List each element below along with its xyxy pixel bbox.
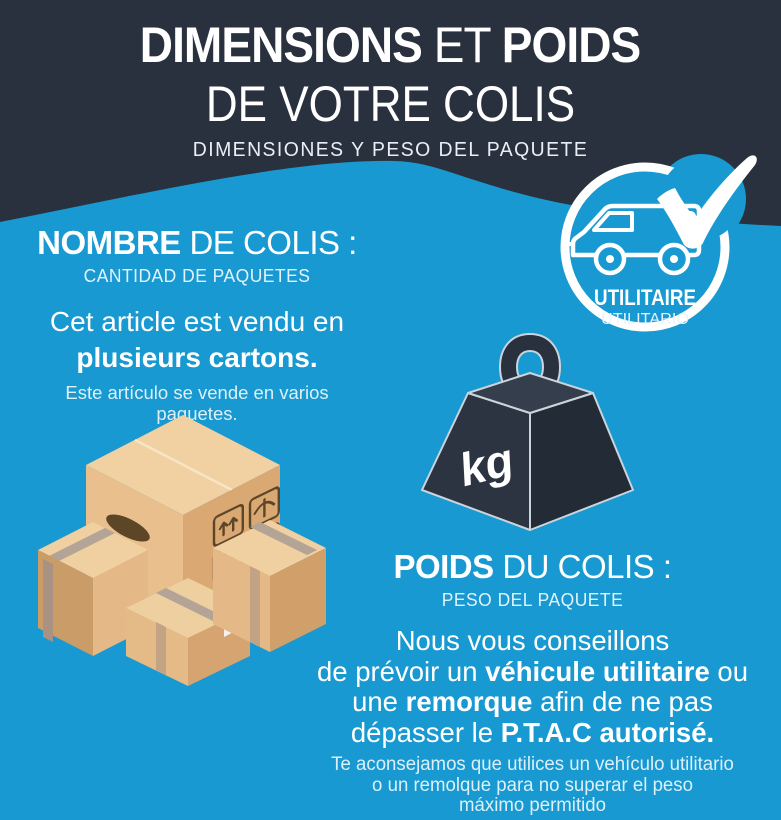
advice-line2: [284, 657, 781, 688]
advice-line2-a: de prévoir un: [316, 655, 486, 687]
advice-line4-b: P.T.A.C autorisé.: [500, 716, 715, 748]
header: [0, 16, 781, 162]
advice-es-line3: máximo permitido: [459, 795, 606, 816]
weight-unit-label: kg: [453, 432, 519, 497]
weight-kg-icon: [418, 328, 648, 536]
advice-line3-a: une: [352, 686, 406, 717]
page-subtitle-fr: DE VOTRE COLIS: [205, 76, 576, 132]
advice-line3-c: afin de ne pas: [532, 686, 713, 717]
poids-heading: [284, 548, 781, 586]
nombre-heading-rest: DE COLIS :: [180, 224, 357, 261]
advice-line3-b: remorque: [405, 686, 533, 717]
nombre-heading: [0, 224, 394, 262]
advice-line4-a: dépasser le: [350, 716, 501, 748]
poids-section: [284, 548, 781, 817]
nombre-text-es-line2: paquetes.: [156, 403, 238, 424]
advice-line2-b: véhicule utilitaire: [485, 655, 710, 687]
poids-heading-rest: DU COLIS :: [493, 548, 672, 585]
poids-heading-bold: POIDS: [393, 548, 494, 585]
weight-face-right: [530, 393, 633, 530]
title-dimensions: DIMENSIONS: [140, 17, 423, 73]
badge-label-es: UTILITARIO: [601, 311, 689, 328]
title-et: ET: [422, 17, 503, 73]
nombre-heading-bold: NOMBRE: [37, 224, 181, 261]
advice-line1: Nous vous conseillons: [395, 625, 670, 656]
advice-es-line2: o un remolque para no superar el peso: [372, 774, 693, 796]
advice-line4: [284, 718, 781, 749]
title-poids: POIDS: [502, 17, 641, 73]
badge-label-fr: UTILITAIRE: [594, 285, 696, 310]
poids-advice-fr: [284, 626, 781, 748]
nombre-text-es-line1: Este artículo se vende en varios: [65, 382, 329, 403]
poids-heading-es: PESO DEL PAQUETE: [441, 590, 624, 610]
page-subtitle-es: DIMENSIONES Y PESO DEL PAQUETE: [192, 139, 589, 161]
nombre-section: [0, 224, 394, 424]
advice-line2-c: ou: [709, 655, 749, 687]
poids-advice-es: [289, 755, 776, 817]
nombre-heading-es: CANTIDAD DE PAQUETES: [83, 266, 311, 286]
utility-van-badge: [533, 147, 773, 352]
nombre-text-fr-line1: Cet article est vendu en: [49, 306, 345, 337]
nombre-text-fr-line2: plusieurs cartons.: [76, 342, 318, 373]
page-title: [140, 16, 641, 74]
advice-line3: [284, 687, 781, 718]
advice-es-line1: Te aconsejamos que utilices un vehículo utilitario: [331, 754, 734, 775]
